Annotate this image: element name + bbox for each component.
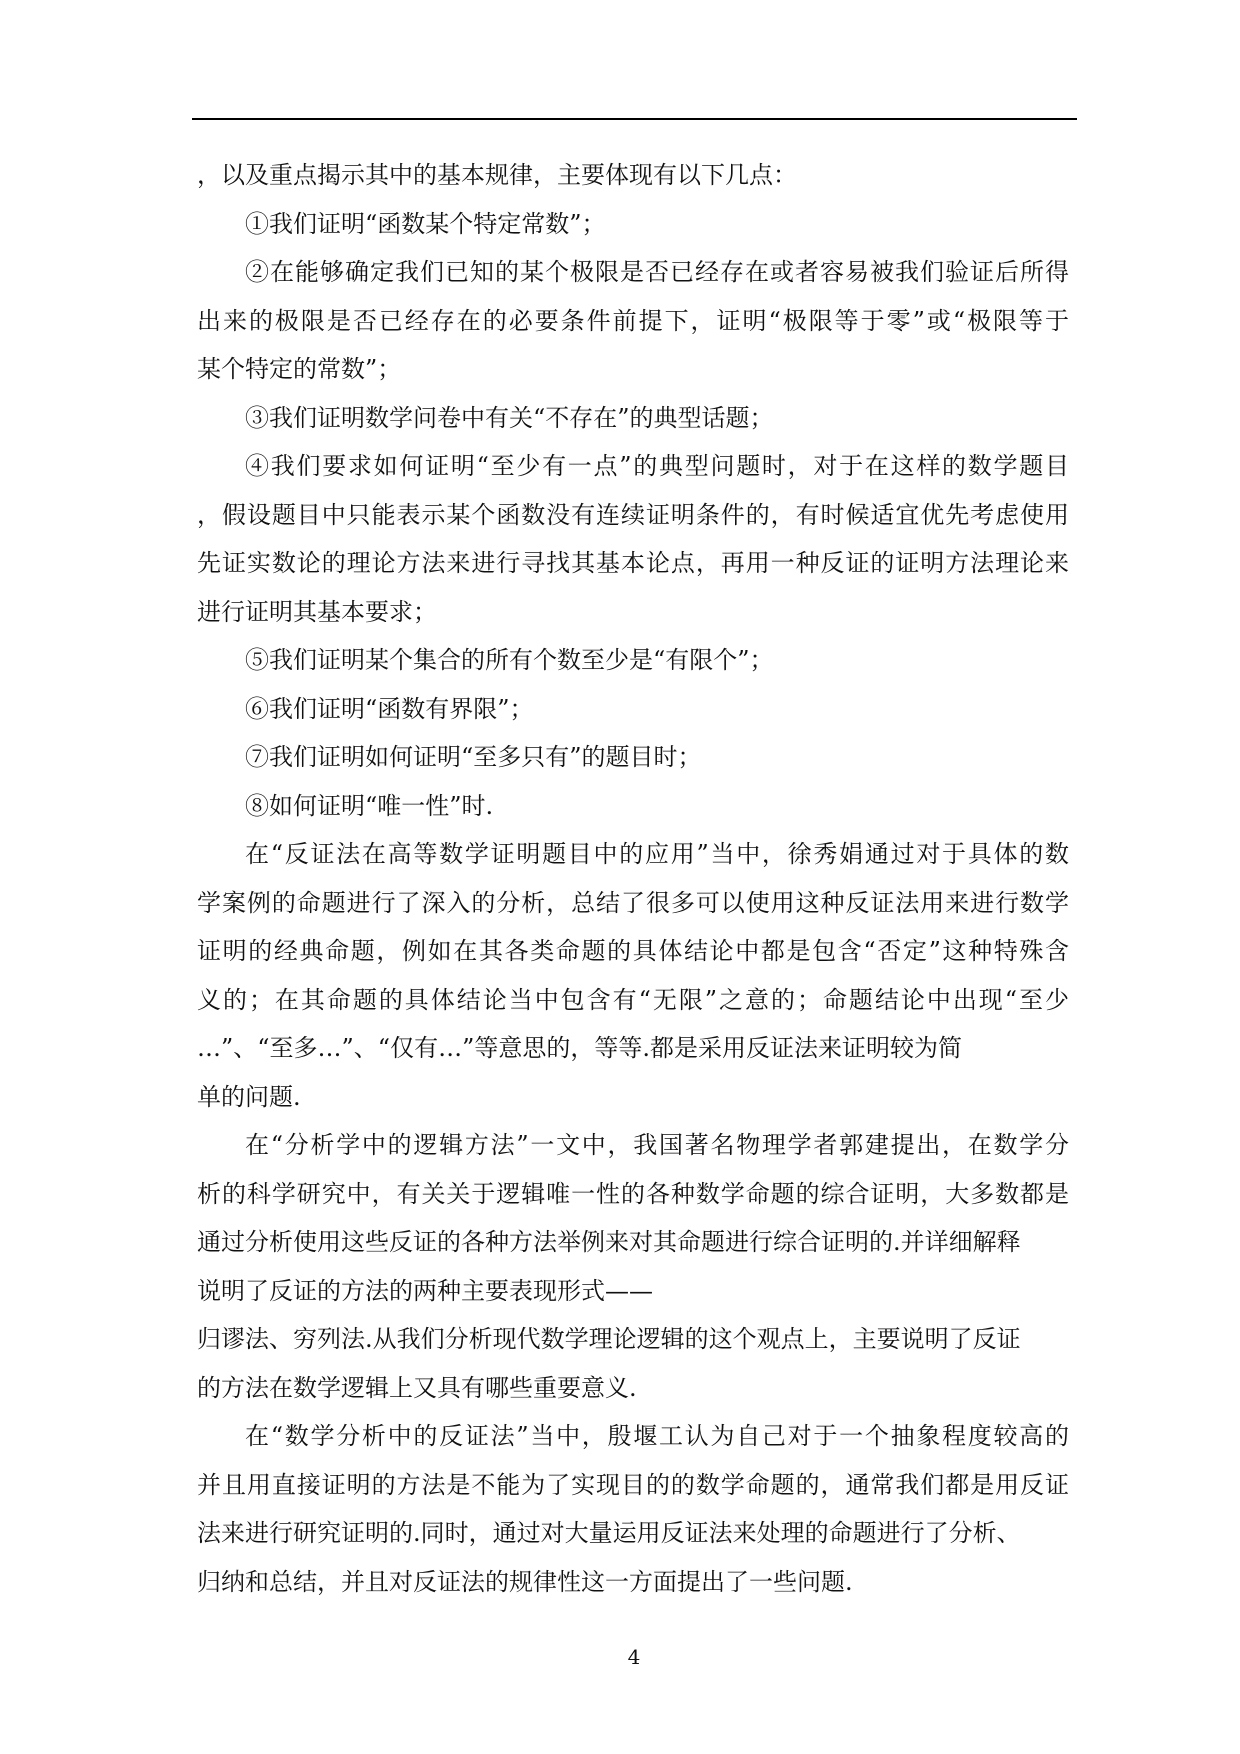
text-line: 说明了反证的方法的两种主要表现形式—— (197, 1276, 653, 1305)
text-line: ⑦我们证明如何证明“至多只有”的题目时； (245, 743, 702, 771)
header-rule (192, 118, 1077, 120)
text-line: 某个特定的常数”； (197, 355, 402, 383)
text-line: ④我们要求如何证明“至少有一点”的典型问题时，对于在这样的数学题目 (245, 452, 1069, 480)
text-line: 通过分析使用这些反证的各种方法举例来对其命题进行综合证明的.并详细解释 (197, 1228, 1021, 1256)
text-line: ⑥我们证明“函数有界限”； (245, 694, 534, 723)
page-number: 4 (627, 1645, 641, 1669)
text-line: ⑧如何证明“唯一性”时. (245, 791, 494, 820)
text-line: 归纳和总结，并且对反证法的规律性这一方面提出了一些问题. (197, 1567, 853, 1596)
text-line: ，假设题目中只能表示某个函数没有连续证明条件的，有时候适宜优先考虑使用 (197, 500, 1069, 529)
text-line: 单的问题. (197, 1082, 301, 1111)
text-line: 并且用直接证明的方法是不能为了实现目的的数学命题的，通常我们都是用反证 (197, 1470, 1069, 1499)
text-line: 出来的极限是否已经存在的必要条件前提下，证明“极限等于零”或“极限等于 (197, 306, 1069, 335)
text-line: ③我们证明数学问卷中有关“不存在”的典型话题； (245, 403, 774, 432)
text-line: 进行证明其基本要求； (197, 597, 437, 626)
text-line: 先证实数论的理论方法来进行寻找其基本论点，再用一种反证的证明方法理论来 (197, 549, 1069, 577)
text-line: 学案例的命题进行了深入的分析，总结了很多可以使用这种反证法用来进行数学 (197, 888, 1069, 917)
text-line: 在“分析学中的逻辑方法”一文中，我国著名物理学者郭建提出，在数学分 (245, 1131, 1069, 1159)
text-line: ，以及重点揭示其中的基本规律，主要体现有以下几点： (197, 161, 797, 189)
text-line: ②在能够确定我们已知的某个极限是否已经存在或者容易被我们验证后所得 (245, 258, 1069, 286)
text-line: ⑤我们证明某个集合的所有个数至少是“有限个”； (245, 646, 774, 674)
text-line: 归谬法、穷列法.从我们分析现代数学理论逻辑的这个观点上，主要说明了反证 (197, 1325, 1021, 1353)
text-line: 的方法在数学逻辑上又具有哪些重要意义. (197, 1373, 637, 1402)
text-line: 在“反证法在高等数学证明题目中的应用”当中，徐秀娟通过对于具体的数 (245, 840, 1069, 868)
text-line: 法来进行研究证明的.同时，通过对大量运用反证法来处理的命题进行了分析、 (197, 1519, 1021, 1547)
text-line: 义的；在其命题的具体结论当中包含有“无限”之意的；命题结论中出现“至少 (197, 985, 1069, 1014)
text-line: 在“数学分析中的反证法”当中，殷堰工认为自己对于一个抽象程度较高的 (245, 1422, 1069, 1450)
text-line: 证明的经典命题，例如在其各类命题的具体结论中都是包含“否定”这种特殊含 (197, 937, 1069, 965)
text-line: …”、“至多…”、“仅有…”等意思的，等等.都是采用反证法来证明较为简 (197, 1034, 962, 1062)
text-line: ①我们证明“函数某个特定常数”； (245, 209, 606, 238)
text-line: 析的科学研究中，有关关于逻辑唯一性的各种数学命题的综合证明，大多数都是 (197, 1179, 1069, 1208)
